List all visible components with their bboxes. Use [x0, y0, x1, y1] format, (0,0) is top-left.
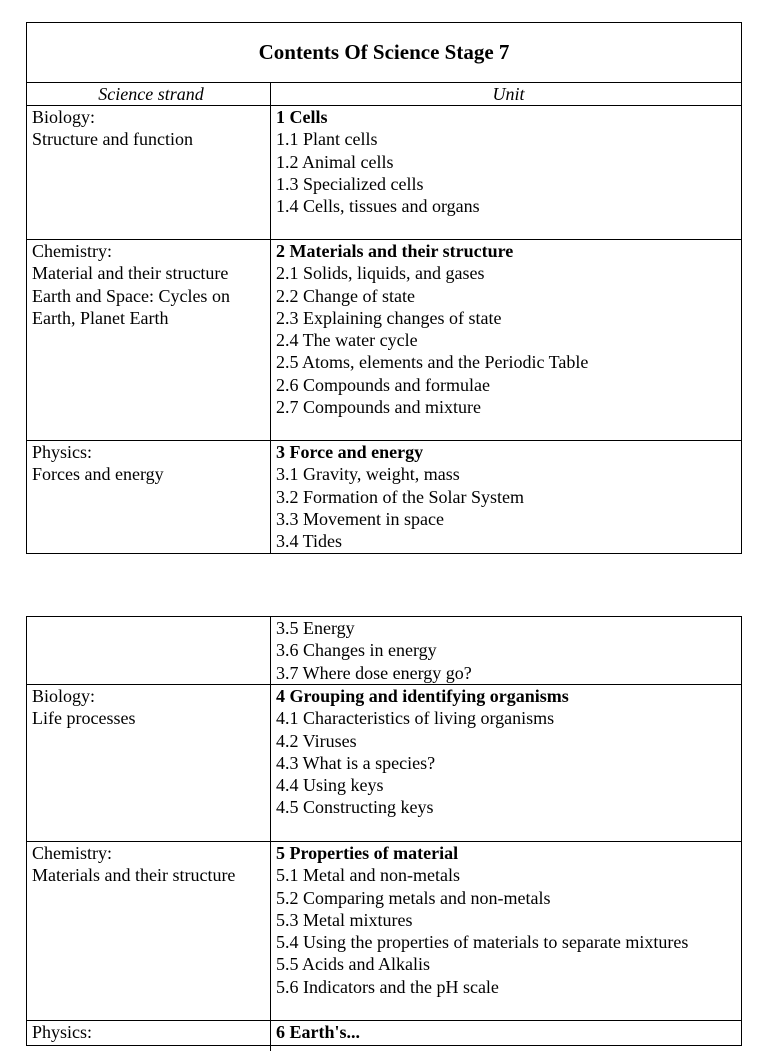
unit-item: 2.4 The water cycle	[276, 330, 418, 351]
strand-line: Physics:	[32, 442, 93, 462]
document-title: Contents Of Science Stage 7	[27, 23, 741, 83]
unit-item: 5.6 Indicators and the pH scale	[276, 976, 499, 997]
strand-cell	[27, 617, 271, 684]
unit-item: 3.1 Gravity, weight, mass	[276, 464, 460, 485]
unit-item: 1.2 Animal cells	[276, 151, 394, 172]
strand-cell	[27, 441, 271, 553]
unit-item: 2.5 Atoms, elements and the Periodic Table	[276, 352, 589, 373]
unit-item: 1.3 Specialized cells	[276, 173, 424, 194]
table-row-energy-continued	[27, 617, 741, 685]
strand-line: Chemistry:	[32, 843, 112, 863]
strand-line: Materials and their structure	[32, 865, 236, 886]
strand-line: Physics:	[32, 1022, 93, 1042]
unit-item: 1.4 Cells, tissues and organs	[276, 196, 480, 217]
unit-item: 4.1 Characteristics of living organisms	[276, 708, 555, 729]
table-row-physics-cutoff	[27, 1021, 741, 1051]
unit-cell	[271, 441, 741, 553]
strand-cell	[27, 106, 271, 239]
unit-item: 2.7 Compounds and mixture	[276, 397, 481, 418]
unit-title: 3 Force and energy	[276, 442, 424, 462]
unit-item: 3.7 Where dose energy go?	[276, 662, 472, 683]
unit-item: 2.3 Explaining changes of state	[276, 307, 502, 328]
strand-line: Earth, Planet Earth	[32, 307, 169, 328]
strand-cell	[27, 685, 271, 841]
strand-line: Biology:	[32, 107, 96, 127]
unit-item: 5.2 Comparing metals and non-metals	[276, 887, 551, 908]
unit-item: 3.6 Changes in energy	[276, 640, 437, 661]
unit-cell	[271, 1021, 741, 1051]
unit-cell	[271, 617, 741, 684]
contents-table-page-1	[26, 22, 742, 554]
unit-item: 5.3 Metal mixtures	[276, 909, 413, 930]
table-row-biology-organisms	[27, 685, 741, 842]
unit-item: 2.1 Solids, liquids, and gases	[276, 263, 485, 284]
unit-item: 3.2 Formation of the Solar System	[276, 486, 524, 507]
unit-item: 3.4 Tides	[276, 531, 343, 552]
unit-item: 4.5 Constructing keys	[276, 797, 434, 818]
unit-item: 4.4 Using keys	[276, 775, 384, 796]
unit-title: 2 Materials and their structure	[276, 241, 514, 261]
strand-cell	[27, 842, 271, 1020]
unit-title: 4 Grouping and identifying organisms	[276, 686, 569, 706]
unit-cell	[271, 685, 741, 841]
unit-item: 5.1 Metal and non-metals	[276, 865, 460, 886]
unit-item: 4.3 What is a species?	[276, 752, 436, 773]
unit-cell	[271, 240, 741, 440]
unit-title: 5 Properties of material	[276, 843, 459, 863]
table-row-physics-forces	[27, 441, 741, 553]
unit-item: 4.2 Viruses	[276, 730, 357, 751]
strand-line: Earth and Space: Cycles on	[32, 285, 230, 306]
unit-item: 2.6 Compounds and formulae	[276, 374, 490, 395]
unit-item: 3.5 Energy	[276, 618, 355, 638]
table-row-chemistry-materials	[27, 240, 741, 441]
strand-line: Structure and function	[32, 129, 193, 150]
contents-table-page-2	[26, 616, 742, 1046]
table-header-row	[27, 83, 741, 106]
strand-cell	[27, 1021, 271, 1051]
strand-cell	[27, 240, 271, 440]
unit-title: 6 Earth's...	[276, 1022, 361, 1042]
unit-item: 5.5 Acids and Alkalis	[276, 954, 430, 975]
header-science-strand: Science strand	[27, 83, 271, 105]
strand-line: Chemistry:	[32, 241, 112, 261]
unit-item: 1.1 Plant cells	[276, 129, 378, 150]
unit-item: 2.2 Change of state	[276, 285, 415, 306]
table-row-chemistry-properties	[27, 842, 741, 1021]
unit-cell	[271, 106, 741, 239]
strand-line: Forces and energy	[32, 464, 164, 485]
unit-cell	[271, 842, 741, 1020]
unit-item: 3.3 Movement in space	[276, 508, 444, 529]
table-row-biology-cells	[27, 106, 741, 240]
strand-line: Biology:	[32, 686, 96, 706]
unit-title: 1 Cells	[276, 107, 328, 127]
header-unit: Unit	[492, 84, 525, 104]
strand-line: Life processes	[32, 708, 136, 729]
unit-item: 5.4 Using the properties of materials to separate mixtures	[276, 932, 689, 953]
strand-line: Material and their structure	[32, 263, 229, 284]
